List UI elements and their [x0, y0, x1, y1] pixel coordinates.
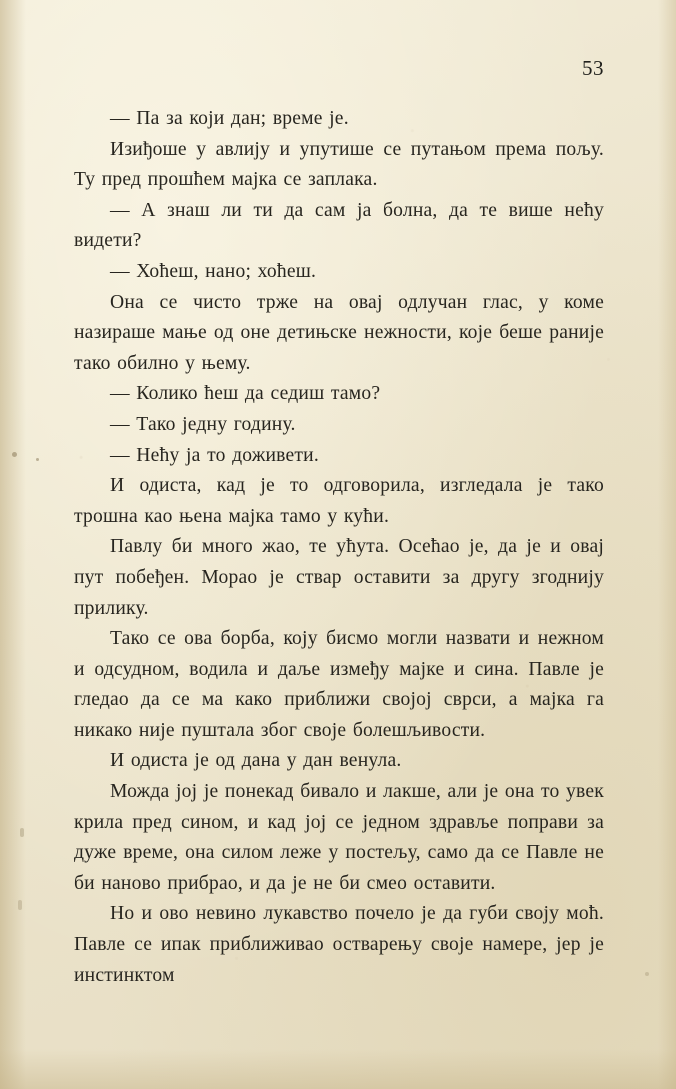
paragraph: Но и ово невино лукавство почело је да губи своју моћ. Павле се ипак приближивао остварењу своје намере, јер је инстинктом [74, 903, 604, 986]
page-edge-shadow-left [0, 0, 26, 1089]
page-number: 53 [582, 56, 604, 80]
paper-speck [36, 458, 39, 461]
page-edge-shadow-bottom [0, 1049, 676, 1089]
paragraph: — Тако једну годину. [110, 413, 296, 435]
paragraph: — Па за који дан; време је. [110, 108, 349, 129]
paragraph: — Колико ћеш да седиш тамо? [110, 383, 381, 405]
paragraph: — Нећу ја то доживети. [110, 444, 319, 466]
paragraph: И одиста је од дана у дан венула. [110, 750, 402, 772]
paragraph: — Хоћеш, нано; хоћеш. [110, 260, 317, 282]
paper-speck [12, 452, 17, 457]
paragraph: Павлу би много жао, те ућута. Осећао је, да је и овај пут побеђен. Морао је ствар оставити за другу згоднију прилику. [74, 536, 604, 619]
paper-speck [20, 828, 24, 837]
paragraph: Изиђоше у авлију и упутише се путањом према пољу. Ту пред прошћем мајка се заплака. [74, 138, 604, 191]
paper-speck [18, 900, 22, 910]
paragraph: Тако се ова борба, коју бисмо могли назвати и нежном и одсудном, водила и даље између мајке и сина. Павле је гледао да се ма како приближи својој сврси, а мајка га никако није пуштала због своје болешљивости. [74, 628, 604, 741]
page-edge-shadow-right [658, 0, 676, 1089]
body-text [74, 104, 604, 991]
paragraph: — А знаш ли ти да сам ја болна, да те више нећу видети? [74, 199, 604, 252]
paragraph: Можда јој је понекад бивало и лакше, али је она то увек крила пред сином, и кад јој се једном здравље поправи за дуже време, она силом леже у постељу, само да се Павле не би наново прибрао, и да је не би смео оставити. [74, 781, 604, 894]
paragraph: Она се чисто трже на овај одлучан глас, у коме назираше мање од оне детињске нежности, које беше раније тако обилно у њему. [74, 291, 604, 374]
paper-speck [645, 972, 649, 976]
paragraph: И одиста, кад је то одговорила, изгледала је тако трошна као њена мајка тамо у кући. [74, 475, 604, 527]
